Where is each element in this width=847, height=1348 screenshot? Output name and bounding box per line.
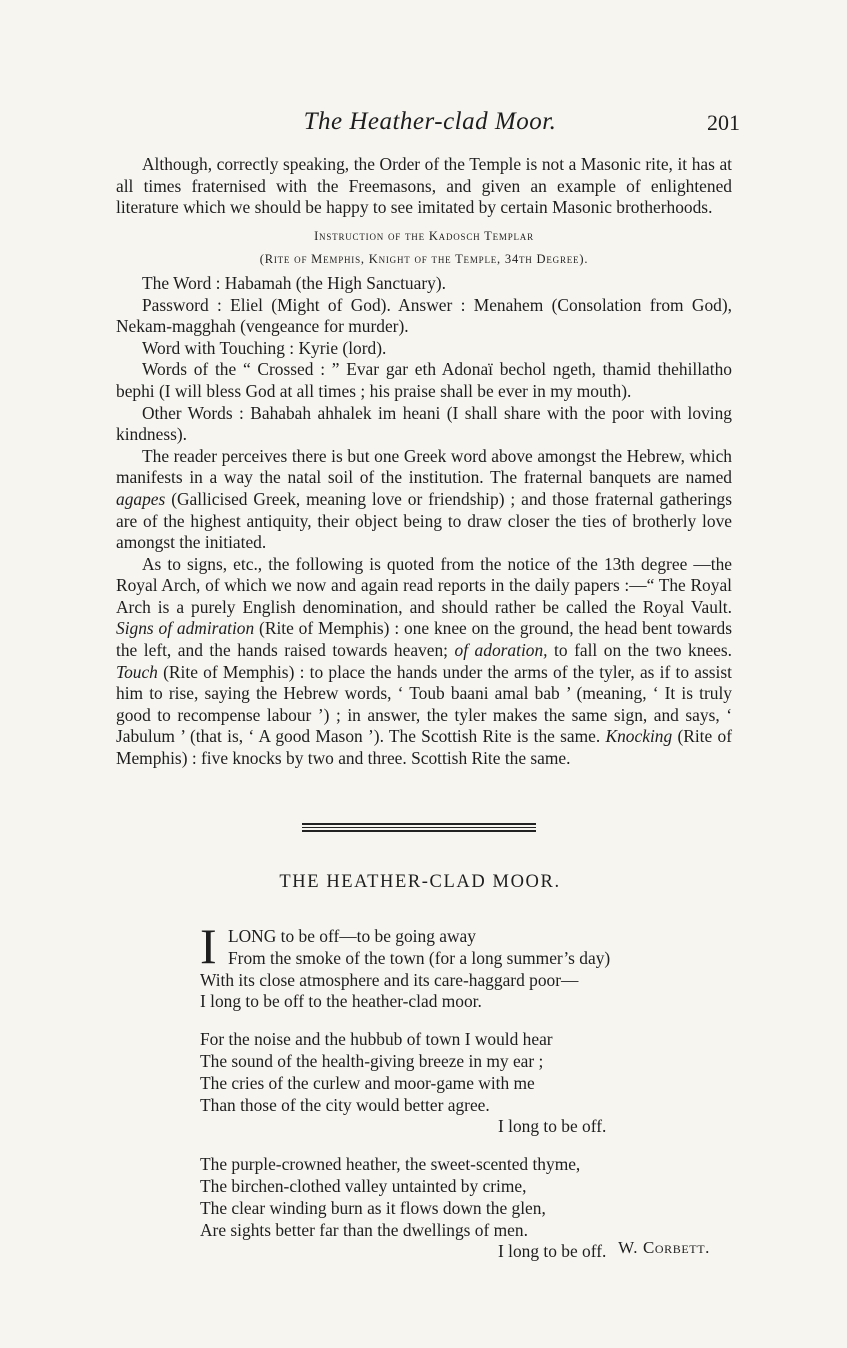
divider-rule-middle bbox=[302, 827, 536, 828]
page-number: 201 bbox=[707, 110, 740, 135]
section-divider bbox=[302, 823, 536, 832]
signs-text-4: (Rite of Memphis) : to place the hands under the arms of the tyler, as if to assist him to rise, saying the Hebrew words, ‘ Toub baani amal bab ’ (meaning, ‘ It is truly good to recompense labour ’) ; in answer, the tyler makes the same sign, and says, ‘ Jabulum ’ (that is, ‘ A good Mason ’). The Scottish Rite is the same. bbox=[116, 661, 732, 747]
poem-line: I long to be off to the heather-clad moor. bbox=[200, 991, 482, 1012]
stanza-1 bbox=[200, 918, 700, 1013]
word-paragraph: The Word : Habamah (the High Sanctuary). bbox=[142, 272, 446, 293]
signs-paragraph bbox=[116, 554, 732, 770]
poem-line: The clear winding burn as it flows down the glen, bbox=[200, 1197, 546, 1218]
signs-text-3: to fall on the two knees. bbox=[554, 640, 733, 661]
poem-line: Than those of the city would better agree. bbox=[200, 1094, 490, 1115]
poem-line: From the smoke of the town (for a long summer’s day) bbox=[228, 947, 611, 968]
running-title: The Heather-clad Moor. bbox=[303, 108, 557, 135]
divider-rule-bottom bbox=[302, 830, 536, 832]
running-head bbox=[120, 108, 740, 142]
signs-text-2: (Rite of Memphis) : one knee on the ground, the head bent towards the left, and the hands raised towards heaven; bbox=[116, 618, 732, 661]
refrain-line: I long to be off. bbox=[498, 1241, 607, 1262]
refrain-line: I long to be off. bbox=[498, 1116, 607, 1137]
divider-rule-top bbox=[302, 823, 536, 825]
signs-of-admiration-term: Signs of admiration bbox=[116, 618, 255, 639]
signs-text-5: (Rite of Memphis) : five knocks by two and three. Scottish Rite the same. bbox=[116, 726, 732, 769]
section-heading: Instruction of the Kadosch Templar bbox=[314, 228, 534, 243]
intro-paragraph: Although, correctly speaking, the Order of the Temple is not a Masonic rite, it has at all times fraternised with the Freemasons, and given an example of enlightened literature which we should be happy to see imitated by certain Masonic brotherhoods. bbox=[116, 154, 732, 218]
poem-line: The sound of the health-giving breeze in my ear ; bbox=[200, 1050, 544, 1071]
touch-term: Touch bbox=[116, 661, 158, 682]
knocking-term: Knocking bbox=[605, 726, 673, 747]
reader-text-end: (Gallicised Greek, meaning love or friendship) ; and those fraternal gatherings are of the highest antiquity, their object being to draw closer the ties of brotherly love amongst the initiated. bbox=[116, 488, 732, 553]
poem-line-text: LONG to be off—to be going away bbox=[228, 926, 476, 946]
poem-line: The cries of the curlew and moor-game with me bbox=[200, 1072, 535, 1093]
poem-line: For the noise and the hubbub of town I would hear bbox=[200, 1029, 553, 1050]
signs-text-1: As to signs, etc., the following is quoted from the notice of the 13th degree —the Royal Arch, of which we now and again read reports in the daily papers :—“ The Royal Arch is a purely English denomination, and should rather be called the Royal Vault. bbox=[116, 553, 732, 617]
agapes-term: agapes bbox=[116, 488, 166, 509]
reader-text: The reader perceives there is but one Greek word above amongst the Hebrew, which manifests in a way the natal soil of the institution. The fraternal banquets are named bbox=[116, 445, 732, 488]
touching-paragraph: Word with Touching : Kyrie (lord). bbox=[142, 337, 387, 358]
other-words-paragraph: Other Words : Bahabah ahhalek im heani (I shall share with the poor with loving kindness). bbox=[116, 402, 732, 445]
poem-line: Are sights better far than the dwellings of men. bbox=[200, 1219, 528, 1240]
poem-line: With its close atmosphere and its care-haggard poor— bbox=[200, 969, 579, 990]
password-paragraph: Password : Eliel (Might of God). Answer : Menahem (Consolation from God), Nekam-magghah (vengeance for murder). bbox=[116, 294, 732, 337]
reader-paragraph bbox=[116, 446, 732, 554]
author-signature: W. Corbett. bbox=[618, 1238, 710, 1257]
adoration-term: of adoration, bbox=[454, 640, 548, 661]
poem-line: The purple-crowned heather, the sweet-scented thyme, bbox=[200, 1154, 581, 1175]
poem-line: The birchen-clothed valley untainted by crime, bbox=[200, 1175, 527, 1196]
crossed-paragraph: Words of the “ Crossed : ” Evar gar eth Adonaï bechol ngeth, thamid thehillatho bephi (I will bless God at all times ; his praise shall be ever in my mouth). bbox=[116, 359, 732, 401]
drop-cap: I bbox=[200, 918, 217, 974]
poem-title: THE HEATHER-CLAD MOOR. bbox=[279, 872, 561, 892]
article-body bbox=[116, 154, 732, 770]
section-subheading: (Rite of Memphis, Knight of the Temple, 34th Degree). bbox=[259, 252, 589, 267]
poem bbox=[200, 918, 700, 1279]
stanza-2 bbox=[200, 1029, 700, 1138]
